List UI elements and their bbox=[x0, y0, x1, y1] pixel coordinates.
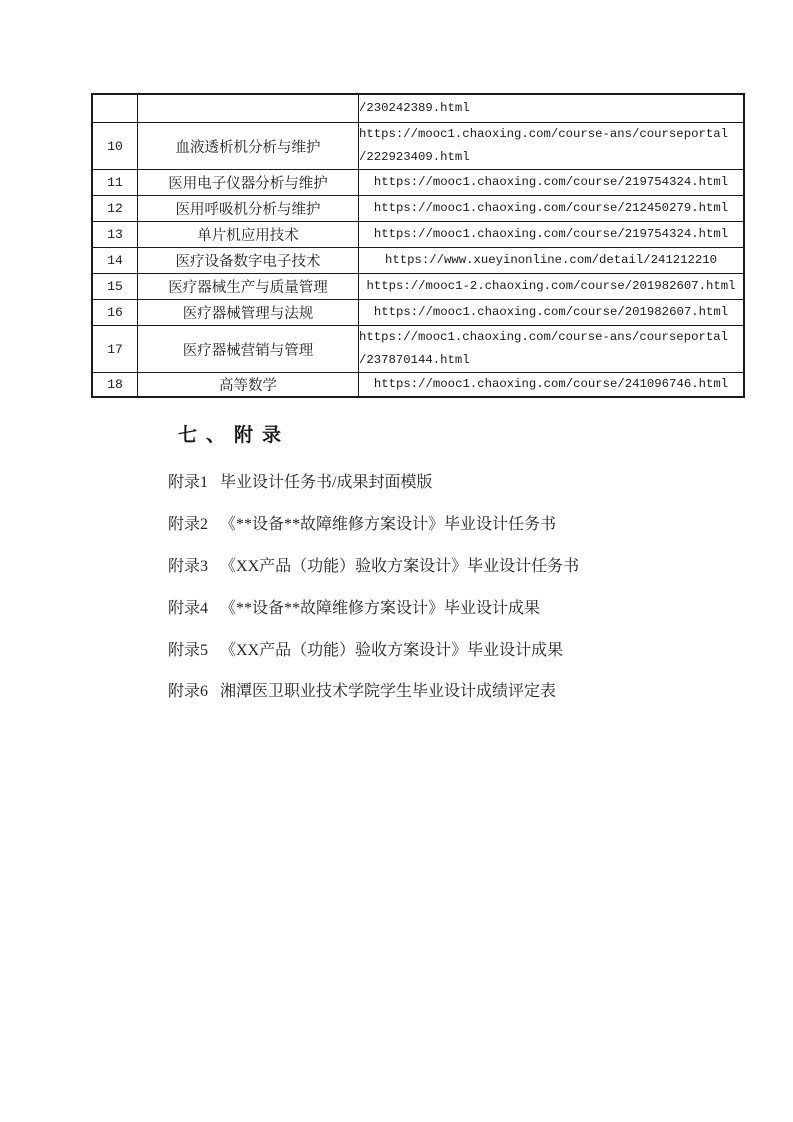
list-item bbox=[168, 502, 579, 544]
table-row bbox=[92, 248, 744, 274]
course-name-cell: 单片机应用技术 bbox=[138, 222, 359, 248]
list-item bbox=[168, 627, 579, 669]
appendix-item-label: 附录6 bbox=[168, 683, 209, 701]
url-line: https://mooc1.chaoxing.com/course/212450279.html bbox=[373, 201, 729, 215]
course-name-cell bbox=[138, 94, 359, 123]
course-name-cell: 医用电子仪器分析与维护 bbox=[138, 170, 359, 196]
url-line: https://mooc1.chaoxing.com/course/201982607.html bbox=[373, 305, 729, 319]
list-item bbox=[168, 585, 579, 627]
course-name-cell: 医疗器械生产与质量管理 bbox=[138, 274, 359, 300]
course-url-cell bbox=[359, 222, 745, 248]
appendix-item-label: 附录1 bbox=[168, 474, 209, 492]
course-name-cell: 医疗设备数字电子技术 bbox=[138, 248, 359, 274]
appendix-item-text: 《XX产品（功能）验收方案设计》毕业设计成果 bbox=[220, 641, 564, 659]
table-row-continuation bbox=[92, 94, 744, 123]
course-url-cell bbox=[359, 196, 745, 222]
appendix-item-label: 附录2 bbox=[168, 516, 209, 534]
url-line: https://mooc1.chaoxing.com/course-ans/courseportal bbox=[359, 127, 728, 141]
appendix-item-text: 《XX产品（功能）验收方案设计》毕业设计任务书 bbox=[220, 557, 580, 575]
list-item bbox=[168, 669, 579, 711]
url-line: https://mooc1.chaoxing.com/course/241096746.html bbox=[373, 377, 729, 391]
row-number-cell bbox=[92, 94, 138, 123]
appendix-item-text: 《**设备**故障维修方案设计》毕业设计成果 bbox=[220, 599, 541, 617]
appendix-item-label: 附录3 bbox=[168, 557, 209, 575]
appendix-section-heading: 七、附录 bbox=[178, 425, 291, 446]
list-item bbox=[168, 544, 579, 586]
course-url-cell bbox=[359, 274, 745, 300]
table-row bbox=[92, 196, 744, 222]
table-row bbox=[92, 170, 744, 196]
appendix-item-label: 附录5 bbox=[168, 641, 209, 659]
course-link-table bbox=[91, 93, 745, 398]
url-line: https://www.xueyinonline.com/detail/241212210 bbox=[384, 253, 718, 267]
appendix-item-text: 毕业设计任务书/成果封面模版 bbox=[220, 474, 433, 492]
row-number-cell: 15 bbox=[92, 274, 138, 300]
course-name-cell: 高等数学 bbox=[138, 373, 359, 398]
row-number-cell: 14 bbox=[92, 248, 138, 274]
url-line: https://mooc1.chaoxing.com/course/219754324.html bbox=[373, 227, 729, 241]
row-number-cell: 18 bbox=[92, 373, 138, 398]
table-row bbox=[92, 274, 744, 300]
row-number-cell: 13 bbox=[92, 222, 138, 248]
course-url-cell bbox=[359, 170, 745, 196]
appendix-list bbox=[168, 460, 579, 711]
row-number-cell: 11 bbox=[92, 170, 138, 196]
row-number-cell: 17 bbox=[92, 326, 138, 373]
url-line: /237870144.html bbox=[359, 353, 470, 367]
url-line: /230242389.html bbox=[359, 101, 470, 115]
list-item bbox=[168, 460, 579, 502]
appendix-item-text: 湘潭医卫职业技术学院学生毕业设计成绩评定表 bbox=[220, 683, 557, 701]
url-line: https://mooc1.chaoxing.com/course/219754324.html bbox=[373, 175, 729, 189]
row-number-cell: 12 bbox=[92, 196, 138, 222]
course-url-cell bbox=[359, 248, 745, 274]
course-name-cell: 医疗器械管理与法规 bbox=[138, 300, 359, 326]
row-number-cell: 16 bbox=[92, 300, 138, 326]
course-name-cell: 医疗器械营销与管理 bbox=[138, 326, 359, 373]
table-row bbox=[92, 326, 744, 373]
appendix-item-label: 附录4 bbox=[168, 599, 209, 617]
course-name-cell: 血液透析机分析与维护 bbox=[138, 123, 359, 170]
table-row bbox=[92, 123, 744, 170]
course-url-cell bbox=[359, 373, 745, 398]
url-line: https://mooc1.chaoxing.com/course-ans/courseportal bbox=[359, 330, 728, 344]
table-row bbox=[92, 300, 744, 326]
course-url-cell bbox=[359, 123, 745, 170]
course-url-cell bbox=[359, 94, 745, 123]
course-name-cell: 医用呼吸机分析与维护 bbox=[138, 196, 359, 222]
course-url-cell bbox=[359, 326, 745, 373]
url-line: https://mooc1-2.chaoxing.com/course/201982607.html bbox=[366, 279, 736, 293]
url-line: /222923409.html bbox=[359, 150, 470, 164]
course-url-cell bbox=[359, 300, 745, 326]
table-row bbox=[92, 222, 744, 248]
table-row bbox=[92, 373, 744, 398]
row-number-cell: 10 bbox=[92, 123, 138, 170]
appendix-item-text: 《**设备**故障维修方案设计》毕业设计任务书 bbox=[220, 516, 557, 534]
